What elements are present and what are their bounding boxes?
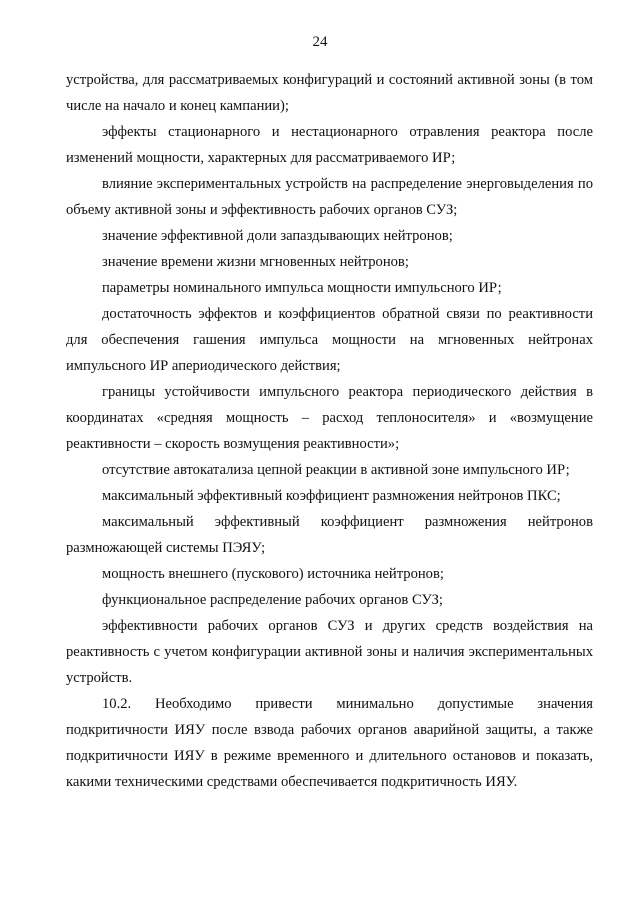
paragraph: влияние экспериментальных устройств на распределение энерговыделения по объему активной зоны и эффективность рабочих органов СУЗ; xyxy=(66,176,593,218)
paragraph: значение эффективной доли запаздывающих нейтронов; xyxy=(102,228,453,244)
paragraph: параметры номинального импульса мощности импульсного ИР; xyxy=(102,280,502,296)
paragraph: максимальный эффективный коэффициент размножения нейтронов размножающей системы ПЭЯУ; xyxy=(66,514,593,556)
page-body xyxy=(66,67,593,795)
paragraph: значение времени жизни мгновенных нейтронов; xyxy=(102,254,409,270)
paragraph: устройства, для рассматриваемых конфигураций и состояний активной зоны (в том числе на начало и конец кампании); xyxy=(66,72,593,114)
paragraph: эффекты стационарного и нестационарного отравления реактора после изменений мощности, характерных для рассматриваемого ИР; xyxy=(66,124,593,166)
paragraph: максимальный эффективный коэффициент размножения нейтронов ПКС; xyxy=(102,488,561,504)
paragraph: достаточность эффектов и коэффициентов обратной связи по реактивности для обеспечения гашения импульса мощности на мгновенных нейтронах импульсного ИР апериодического действия; xyxy=(66,306,593,374)
paragraph: 10.2. Необходимо привести минимально допустимые значения подкритичности ИЯУ после взвода рабочих органов аварийной защиты, а также подкритичности ИЯУ в режиме временного и длительного остановов и показать, какими техническими средствами обеспечивается подкритичность ИЯУ. xyxy=(66,696,593,790)
paragraph: мощность внешнего (пускового) источника нейтронов; xyxy=(102,566,444,582)
paragraph: границы устойчивости импульсного реактора периодического действия в координатах «средняя мощность – расход теплоносителя» и «возмущение реактивности – скорость возмущения реактивности»; xyxy=(66,384,593,452)
paragraph: эффективности рабочих органов СУЗ и других средств воздействия на реактивность с учетом конфигурации активной зоны и наличия экспериментальных устройств. xyxy=(66,618,593,686)
page-number: 24 xyxy=(312,34,328,50)
paragraph: отсутствие автокатализа цепной реакции в активной зоне импульсного ИР; xyxy=(102,462,570,478)
paragraph: функциональное распределение рабочих органов СУЗ; xyxy=(102,592,443,608)
